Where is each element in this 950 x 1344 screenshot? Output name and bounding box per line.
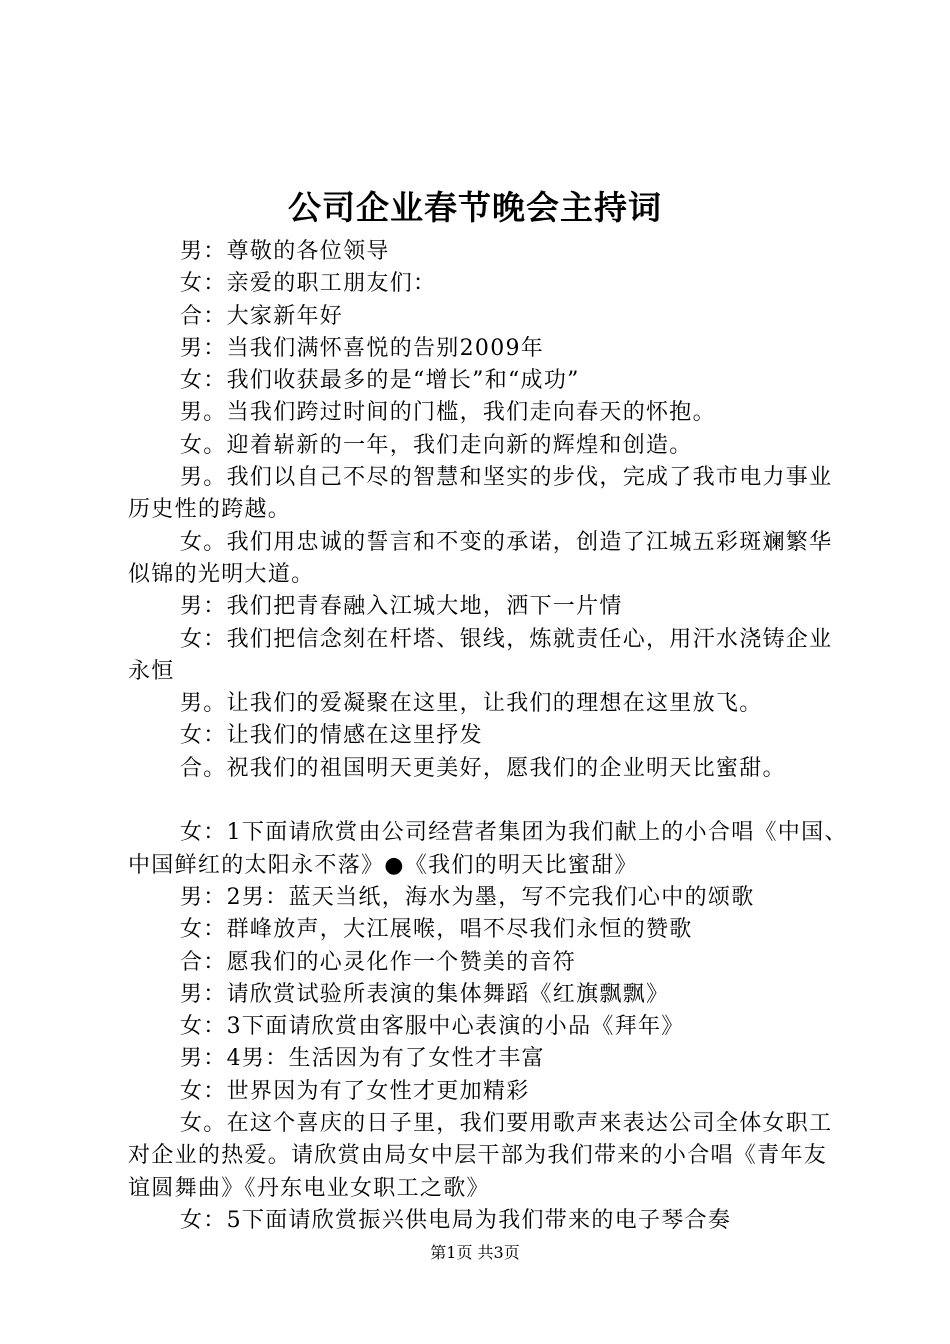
paragraph: 女：亲爱的职工朋友们： bbox=[180, 271, 437, 297]
paragraph: 女：让我们的情感在这里抒发 bbox=[180, 723, 483, 749]
paragraph: 女：群峰放声，大江展喉，唱不尽我们永恒的赞歌 bbox=[180, 917, 693, 943]
paragraph: 合：愿我们的心灵化作一个赞美的音符 bbox=[180, 949, 577, 975]
paragraph: 男：4男：生活因为有了女性才丰富 bbox=[180, 1046, 545, 1072]
document-title: 公司企业春节晚会主持词 bbox=[288, 188, 662, 227]
paragraph: 男。我们以自己不尽的智慧和坚实的步伐，完成了我市电力事业历史性的跨越。 bbox=[128, 465, 833, 523]
paragraph: 女：5下面请欣赏振兴供电局为我们带来的电子琴合奏 bbox=[180, 1207, 732, 1233]
paragraph: 女：我们收获最多的是“增长”和“成功” bbox=[180, 368, 580, 394]
paragraph: 女：1下面请欣赏由公司经营者集团为我们献上的小合唱《中国、中国鲜红的太阳永不落》●《我们的明天比蜜甜》 bbox=[128, 820, 848, 878]
paragraph: 女。迎着崭新的一年，我们走向新的辉煌和创造。 bbox=[180, 432, 693, 458]
paragraph: 男。当我们跨过时间的门槛，我们走向春天的怀抱。 bbox=[180, 400, 716, 426]
paragraph: 合。祝我们的祖国明天更美好，愿我们的企业明天比蜜甜。 bbox=[180, 755, 786, 781]
paragraph: 男：2男：蓝天当纸，海水为墨，写不完我们心中的颂歌 bbox=[180, 884, 755, 910]
document-body bbox=[128, 236, 848, 1237]
paragraph: 合：大家新年好 bbox=[180, 303, 344, 329]
paragraph: 男：我们把青春融入江城大地，洒下一片情 bbox=[180, 594, 623, 620]
paragraph: 女：世界因为有了女性才更加精彩 bbox=[180, 1078, 530, 1104]
paragraph: 男：尊敬的各位领导 bbox=[180, 239, 390, 264]
paragraph: 男：当我们满怀喜悦的告别2009年 bbox=[180, 335, 545, 361]
blank-line bbox=[128, 785, 848, 817]
paragraph: 女。在这个喜庆的日子里，我们要用歌声来表达公司全体女职工对企业的热爱。请欣赏由局女中层干部为我们带来的小合唱《青年友谊圆舞曲》《丹东电业女职工之歌》 bbox=[128, 1111, 833, 1201]
paragraph: 女：我们把信念刻在杆塔、银线，炼就责任心，用汗水浇铸企业永恒 bbox=[128, 626, 833, 684]
paragraph: 女：3下面请欣赏由客服中心表演的小品《拜年》 bbox=[180, 1014, 685, 1040]
paragraph: 男。让我们的爱凝聚在这里，让我们的理想在这里放飞。 bbox=[180, 691, 763, 717]
paragraph: 女。我们用忠诚的誓言和不变的承诺，创造了江城五彩斑斓繁华似锦的光明大道。 bbox=[128, 529, 833, 587]
paragraph: 男：请欣赏试验所表演的集体舞蹈《红旗飘飘》 bbox=[180, 981, 670, 1007]
page-footer: 第1页 共3页 bbox=[430, 1243, 520, 1262]
